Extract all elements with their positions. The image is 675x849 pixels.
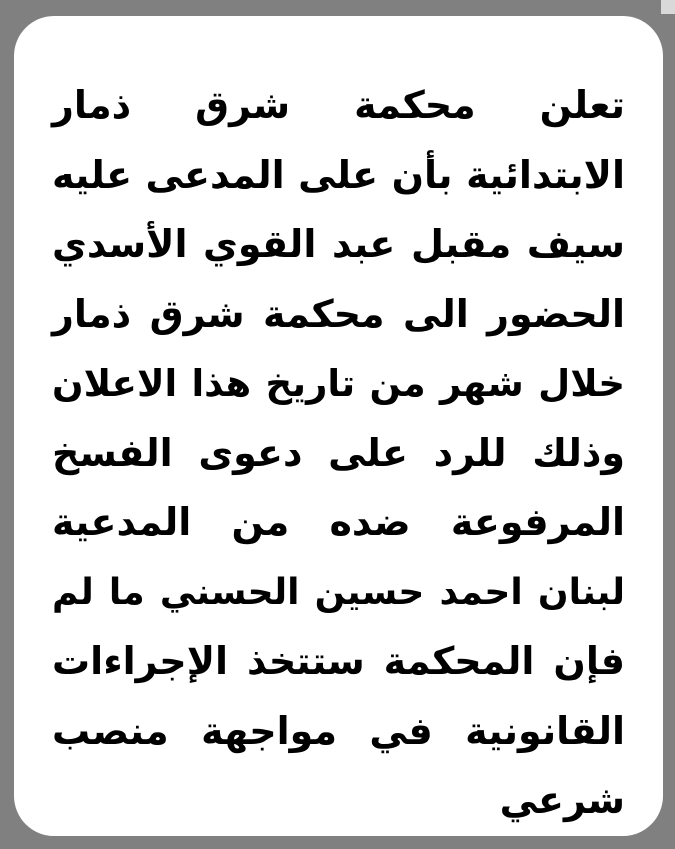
notice-line: تعلن محكمة شرق ذمار <box>52 83 625 127</box>
corner-mark <box>661 0 675 14</box>
notice-line: المرفوعة ضده من المدعية <box>52 500 625 544</box>
notice-line: فإن المحكمة ستتخذ الإجراءات <box>52 639 625 683</box>
notice-line: الحضور الى محكمة شرق ذمار <box>52 291 625 336</box>
notice-line: وذلك للرد على دعوى الفسخ <box>52 430 625 475</box>
notice-line: خلال شهر من تاريخ هذا الاعلان <box>52 362 625 405</box>
notice-line: القانونية في مواجهة منصب <box>52 708 625 753</box>
notice-text <box>52 71 625 836</box>
notice-card <box>14 16 663 836</box>
notice-line: شرعي <box>499 778 625 822</box>
notice-line: لبنان احمد حسين الحسني ما لم <box>52 571 625 613</box>
notice-line: سيف مقبل عبد القوي الأسدي <box>52 222 625 266</box>
notice-line: الابتدائية بأن على المدعى عليه <box>52 152 625 197</box>
